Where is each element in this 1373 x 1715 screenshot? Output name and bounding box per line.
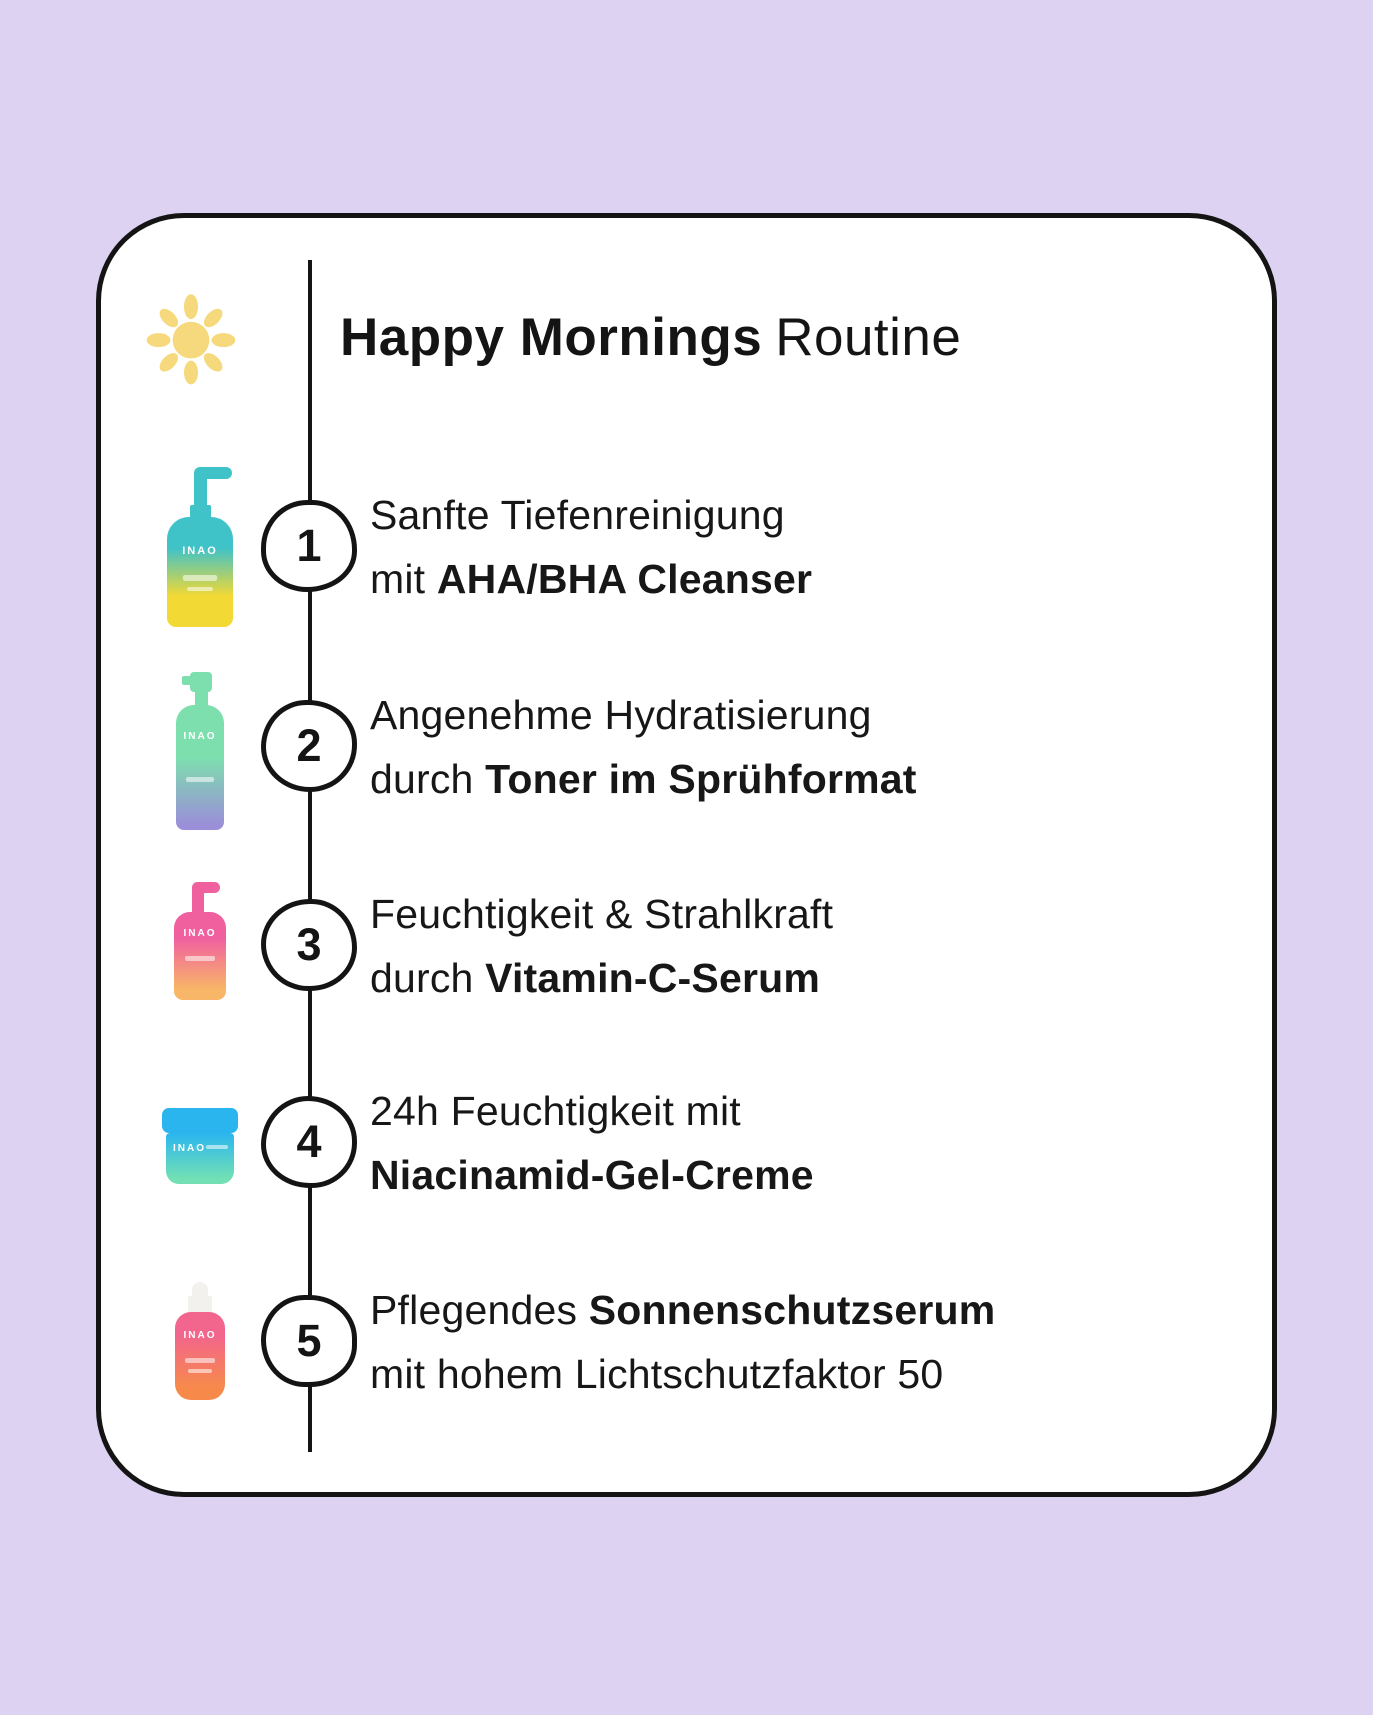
- step-number-label: 4: [296, 1116, 322, 1167]
- step-number-label: 3: [296, 919, 322, 970]
- step-number-label: 5: [296, 1315, 322, 1366]
- step-line: durch Vitamin-C-Serum: [370, 955, 821, 1001]
- step-line: Niacinamid-Gel-Creme: [370, 1152, 814, 1198]
- step-text-4: [370, 1079, 1070, 1207]
- bottle-body: [175, 1312, 225, 1400]
- step-line: 24h Feuchtigkeit mit: [370, 1088, 741, 1134]
- step-line: Feuchtigkeit & Strahlkraft: [370, 891, 834, 937]
- label-text-strip: [187, 587, 213, 591]
- step-line: mit AHA/BHA Cleanser: [370, 556, 813, 602]
- routine-card: [96, 213, 1277, 1497]
- label-text-strip: [186, 777, 214, 782]
- title-bold: Happy Mornings: [340, 308, 763, 367]
- step-line: Angenehme Hydratisierung: [370, 692, 872, 738]
- jar-body: [166, 1133, 234, 1184]
- bottle-neck: [195, 692, 208, 706]
- product-sonnenschutz-serum: [174, 1282, 226, 1402]
- step-line: mit hohem Lichtschutzfaktor 50: [370, 1351, 944, 1397]
- timeline-line: [308, 260, 312, 1452]
- step-number-3: [261, 899, 357, 991]
- brand-logo: INAO: [182, 545, 218, 557]
- title-regular: Routine: [775, 308, 962, 367]
- step-number-2: [261, 700, 357, 792]
- step-text-3: [370, 882, 1070, 1010]
- brand-logo: INAO: [173, 1143, 206, 1154]
- bottle-body: [176, 705, 224, 830]
- product-niacinamid-gel-creme: [162, 1108, 238, 1188]
- label-text-strip: [185, 956, 215, 961]
- step-line: durch Toner im Sprühformat: [370, 756, 917, 802]
- product-aha-bha-cleanser: [165, 467, 235, 627]
- step-number-1: [261, 500, 357, 592]
- pump-stem: [194, 473, 207, 507]
- dropper-cap: [188, 1296, 212, 1312]
- product-toner-spray: [175, 672, 225, 832]
- pump-stem: [192, 887, 204, 912]
- label-text-strip: [188, 1369, 212, 1373]
- brand-logo: INAO: [183, 1330, 217, 1341]
- step-text-1: [370, 483, 1070, 611]
- page-title: [340, 306, 961, 370]
- product-vitamin-c-serum: [174, 882, 228, 1002]
- step-line: Sanfte Tiefenreinigung: [370, 492, 785, 538]
- brand-logo: INAO: [183, 731, 217, 742]
- step-number-5: [261, 1295, 357, 1387]
- step-line: Pflegendes Sonnenschutzserum: [370, 1287, 996, 1333]
- spray-nozzle: [190, 672, 212, 692]
- brand-logo: INAO: [183, 928, 217, 939]
- step-text-5: [370, 1278, 1070, 1406]
- label-text-strip: [183, 575, 217, 581]
- step-number-4: [261, 1096, 357, 1188]
- step-number-label: 1: [296, 520, 322, 571]
- step-text-2: [370, 683, 1070, 811]
- sun-icon: [137, 284, 245, 392]
- bottle-body: [167, 517, 233, 627]
- label-text-strip: [206, 1145, 228, 1149]
- label-text-strip: [185, 1358, 215, 1363]
- bottle-body: [174, 912, 226, 1000]
- step-number-label: 2: [296, 720, 322, 771]
- jar-lid: [162, 1108, 238, 1133]
